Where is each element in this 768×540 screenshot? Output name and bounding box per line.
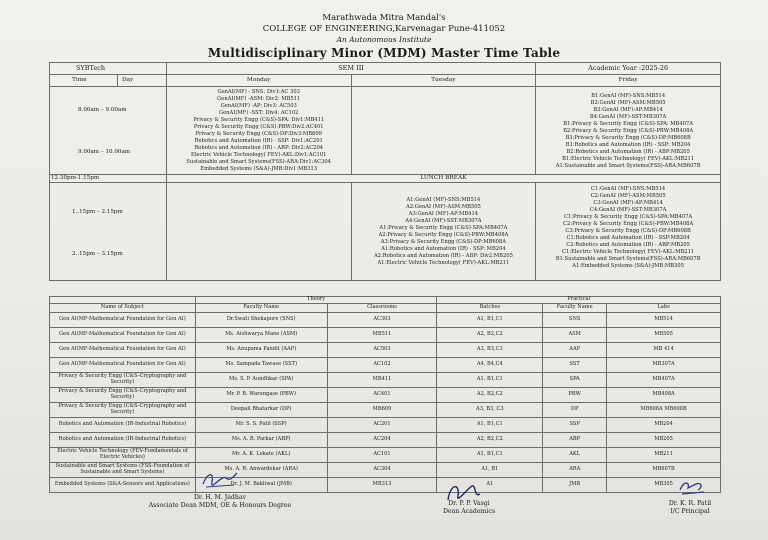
- signatory-3: [640, 500, 740, 516]
- signatory-role: Associate Dean MDM, OE & Honours Degree: [148, 502, 292, 509]
- schedule-entry: GenAI(MF) - SNS: Div1:AC 303: [217, 89, 300, 95]
- signatory-name: Dr. P. P. Vasgi: [448, 500, 490, 507]
- monday-afternoon-cell: [166, 183, 351, 281]
- signatory-1: [120, 494, 320, 510]
- header-classroom: Classrooms: [327, 304, 437, 313]
- schedule-entry: A1:GenAI (MF)-SNS:MB514: [406, 197, 481, 203]
- faculty-name: Mr. A. K. Lokate (AKL): [195, 448, 327, 463]
- schedule-entry: B2:GenAI (MF)-ASM:MB505: [590, 100, 666, 106]
- batches: A1, B1,C1: [437, 418, 543, 433]
- header-faculty: Faculty Name: [195, 304, 327, 313]
- header-batches: Batches: [437, 304, 543, 313]
- lab: MB 414: [607, 343, 721, 358]
- schedule-entry: B3:GenAI (MF)-AP:MB414: [593, 107, 663, 113]
- faculty-name: Mr. S. S. Patil (SSP): [195, 418, 327, 433]
- lab: MB608A MB608B: [607, 403, 721, 418]
- table-row: [50, 403, 721, 418]
- tuesday-morning-cell: [351, 87, 536, 175]
- table-row: [50, 343, 721, 358]
- schedule-entry: A1:Sustainable and Smart Systems(FSS)-ARA:MB607B: [555, 163, 701, 169]
- practical-faculty: PBW: [543, 388, 607, 403]
- subject-name: Robotics and Automation (IR-Industrial Robotics): [50, 433, 196, 448]
- friday-afternoon-cell: [536, 183, 721, 281]
- subject-name: Privacy & Security Engg (C&S-Cryptography and Security): [50, 373, 196, 388]
- schedule-entry: A2:Privacy & Security Engg (C&S)-PBW:MB408A: [378, 232, 509, 238]
- header-practical-faculty: Faculty Name: [543, 304, 607, 313]
- day-tuesday: Tuesday: [351, 75, 536, 87]
- slot-time: 9.00am – 10.00am: [78, 149, 131, 155]
- schedule-entry: Robotics and Automation (IR) - ABP: Div2:AC204: [194, 145, 324, 151]
- subject-name: Gen AI(MF-Mathematical Foundation for Gen AI): [50, 313, 196, 328]
- practical-faculty: JMB: [543, 478, 607, 493]
- faculty-name: Ms. A. B. Parkar (ABP): [195, 433, 327, 448]
- subject-name: Privacy & Security Engg (C&S-Cryptography and Security): [50, 388, 196, 403]
- semester: SEM III: [166, 63, 535, 75]
- batches: A1, B1,C1: [437, 313, 543, 328]
- practical-faculty: AAP: [543, 343, 607, 358]
- table-row: [50, 463, 721, 478]
- page-title: Multidisciplinary Minor (MDM) Master Time Table: [207, 46, 561, 60]
- slot-morning: [50, 87, 167, 175]
- slot-afternoon: [50, 183, 167, 281]
- classroom: AC101: [327, 448, 437, 463]
- faculty-name: Deepali Bhatarkar (DP): [195, 403, 327, 418]
- subject-name: Gen AI(MF-Mathematical Foundation for Gen AI): [50, 358, 196, 373]
- friday-morning-cell: [536, 87, 721, 175]
- table-row: [50, 478, 721, 493]
- schedule-entry: A2:GenAI (MF)-ASM:MB505: [405, 204, 481, 210]
- classroom: AC102: [327, 358, 437, 373]
- schedule-entry: Robotics and Automation (IR) - SSP: Div1:AC201: [194, 138, 323, 144]
- lab: MB205: [607, 433, 721, 448]
- batches: A1, B1: [437, 463, 543, 478]
- slot-time: 12.30pm-1.15pm: [50, 175, 167, 183]
- subject-name: Robotics and Automation (IR-Industrial Robotics): [50, 418, 196, 433]
- slot-time: 1..15pm – 2.15pm: [72, 209, 123, 215]
- classroom: AC401: [327, 388, 437, 403]
- schedule-entry: B1:GenAI (MF)-SNS:MB514: [591, 93, 666, 99]
- lab: MB407A: [607, 373, 721, 388]
- schedule-entry: C3:GenAI (MF)-AP:MB414: [593, 200, 663, 206]
- schedule-entry: B1:Privacy & Security Engg (C&S)-SPA: MB407A: [563, 121, 694, 127]
- lab: MB204: [607, 418, 721, 433]
- schedule-entry: GenAI(MF) -AP: Div3: AC503: [220, 103, 297, 109]
- signatory-role: Dean Academics: [443, 508, 495, 515]
- classroom: AC201: [327, 418, 437, 433]
- table-row: [50, 388, 721, 403]
- classroom: AC503: [327, 343, 437, 358]
- schedule-entry: A3:GenAI (MF)-AP:MB414: [408, 211, 479, 217]
- signature-jadhav: [200, 468, 240, 492]
- header-labs: Labs: [607, 304, 721, 313]
- col-day: Day: [117, 75, 166, 87]
- schedule-entry: A3:Privacy & Security Engg (C&S)-DP:MB608A: [380, 239, 507, 245]
- practical-faculty: SST: [543, 358, 607, 373]
- table-row: [50, 433, 721, 448]
- batches: A1, B1,C1: [437, 373, 543, 388]
- faculty-name: Ms. A. R. Anwardekar (ARA): [195, 463, 327, 478]
- practical-faculty: DP: [543, 403, 607, 418]
- college-name: COLLEGE OF ENGINEERING,Karvenagar Pune-411052: [262, 24, 506, 34]
- schedule-entry: C3:Privacy & Security Engg (C&S)-DP:MB608B: [565, 228, 691, 234]
- subject-name: Embedded Systems (S&A-Sensors and Applications): [50, 478, 196, 493]
- practical-faculty: AKL: [543, 448, 607, 463]
- schedule-entry: C2:GenAI (MF)-ASM:MB505: [590, 193, 666, 199]
- batches: A2, B2,C2: [437, 328, 543, 343]
- faculty-name: Ms. Sampada Tawase (SST): [195, 358, 327, 373]
- classroom: AC303: [327, 313, 437, 328]
- subject-name: Electric Vehicle Technology (FEV-Fundamentals of Electric Vehicles): [50, 448, 196, 463]
- schedule-entry: B4:GenAI (MF)-SST:MB307A: [589, 114, 667, 120]
- schedule-entry: Electric Vehicle Technology( FEV)-AKL:Div1:AC101: [190, 152, 327, 158]
- schedule-entry: A1:Privacy & Security Engg (C&S)-SPA:MB407A: [379, 225, 508, 231]
- schedule-entry: A2:Robotics and Automation (IR) - ABP: Div2:MB205: [373, 253, 513, 259]
- batches: A2, B2,C2: [437, 433, 543, 448]
- table-row: [50, 373, 721, 388]
- faculty-name: Ms. S. P. Aundhkar (SPA): [195, 373, 327, 388]
- schedule-entry: A1:Embedded Systems (S&A)-JMB:MB305: [572, 263, 685, 269]
- lab: MB211: [607, 448, 721, 463]
- faculty-name: Ms. Aishwarya Mane (ASM): [195, 328, 327, 343]
- table-row: [50, 358, 721, 373]
- lunch-break: LUNCH BREAK: [166, 175, 720, 183]
- lab: MB307A: [607, 358, 721, 373]
- org-name: Marathwada Mitra Mandal's: [322, 13, 446, 23]
- institute-status: An Autonomous Institute: [336, 35, 432, 44]
- schedule-entry: C1:Robotics and Automation (IR) - SSP:MB204: [566, 235, 690, 241]
- faculty-name: Dr.Swati Shekapure (SNS): [195, 313, 327, 328]
- slot-time: 8.00am – 9.00am: [78, 107, 127, 113]
- table-row: [50, 313, 721, 328]
- class-name: SYBTech: [50, 63, 167, 75]
- classroom: MB609: [327, 403, 437, 418]
- table-row: [50, 418, 721, 433]
- classroom: MB511: [327, 328, 437, 343]
- schedule-entry: Sustainable and Smart Systems(FSS)-ARA:Div1:AC304: [186, 159, 331, 165]
- lab: MB305: [607, 478, 721, 493]
- subject-name: Privacy & Security Engg (C&S-Cryptography and Security): [50, 403, 196, 418]
- schedule-entry: C4:GenAI (MF)-SST:MB307A: [589, 207, 667, 213]
- batches: A1, B1,C1: [437, 448, 543, 463]
- batches: A4, B4,C4: [437, 358, 543, 373]
- signatory-name: Dr. H. M. Jadhav: [193, 494, 247, 501]
- tuesday-afternoon-cell: [351, 183, 536, 281]
- signatory-name: Dr. K. R. Patil: [668, 500, 712, 507]
- schedule-entry: Privacy & Security Engg (C&S)-DP:Div3:MB609: [195, 131, 322, 137]
- schedule-entry: B2:Robotics and Automation (IR) - ABP:MB205: [566, 149, 690, 155]
- classroom: MB411: [327, 373, 437, 388]
- academic-year: Academic Year :2025-26: [536, 63, 721, 75]
- classroom: AC304: [327, 463, 437, 478]
- signature-patil: [676, 476, 708, 498]
- schedule-entry: Embedded Systems (S&A)-JMB:Div1:MB313: [200, 166, 318, 172]
- theory-heading: Theory: [195, 297, 437, 304]
- practical-faculty: SPA: [543, 373, 607, 388]
- subject-name: Gen AI(MF-Mathematical Foundation for Gen AI): [50, 328, 196, 343]
- signatory-role: I/C Principal: [670, 508, 710, 515]
- schedule-entry: B2:Privacy & Security Engg (C&S)-PBW:MB408A: [563, 128, 694, 134]
- col-time: Time: [50, 75, 118, 87]
- schedule-entry: GenAI(MF) -SST: Div4: AC102: [218, 110, 299, 116]
- schedule-entry: B1:Electric Vehicle Technology( FEV)-AKL:MB211: [562, 156, 695, 162]
- schedule-entry: A1:Robotics and Automation (IR) - SSP: MB204: [381, 246, 506, 252]
- subject-faculty-table: [49, 296, 721, 493]
- practical-faculty: ASM: [543, 328, 607, 343]
- classroom: MB313: [327, 478, 437, 493]
- batches: A2, B2,C2: [437, 388, 543, 403]
- schedule-entry: B1:Sustainable and Smart Systems(FSS)-ARA:MB607B: [555, 256, 701, 262]
- batches: A1: [437, 478, 543, 493]
- master-timetable: [49, 62, 721, 281]
- classroom: AC204: [327, 433, 437, 448]
- table-row: [50, 448, 721, 463]
- schedule-entry: A1:Electric Vehicle Technology( FEV)-AKL:MB211: [377, 260, 510, 266]
- slot-time: 2..15pm – 3.15pm: [72, 251, 123, 257]
- schedule-entry: C1:Electric Vehicle Technology( FEV)-AKL:MB211: [562, 249, 695, 255]
- practical-faculty: ABP: [543, 433, 607, 448]
- schedule-entry: C2:Robotics and Automation (IR) - ABP:MB205: [566, 242, 690, 248]
- lab: MB607B: [607, 463, 721, 478]
- schedule-entry: C2:Privacy & Security Engg (C&S)-PBW:MB408A: [563, 221, 694, 227]
- practical-faculty: SSP: [543, 418, 607, 433]
- schedule-entry: C1:GenAI (MF)-SNS:MB514: [591, 186, 666, 192]
- faculty-name: Dr. J. M. Bakliwal (JMB): [195, 478, 327, 493]
- practical-faculty: ARA: [543, 463, 607, 478]
- schedule-entry: B1:Robotics and Automation (IR) - SSP: MB204: [565, 142, 691, 148]
- lab: MB505: [607, 328, 721, 343]
- schedule-entry: GenAI(MF) -ASM: Div2: MB511: [217, 96, 301, 102]
- day-monday: Monday: [166, 75, 351, 87]
- schedule-entry: A4:GenAI (MF)-SST:MB307A: [405, 218, 482, 224]
- subject-name: Sustainable and Smart Systems (FSS-Foundation of Sustainable and Smart Systems): [50, 463, 196, 478]
- header-subject: Name of Subject: [50, 304, 196, 313]
- subject-name: Gen AI(MF-Mathematical Foundation for Gen AI): [50, 343, 196, 358]
- schedule-entry: C1:Privacy & Security Engg (C&S)-SPA:MB407A: [563, 214, 693, 220]
- faculty-name: Mr. P. B. Warungase (PBW): [195, 388, 327, 403]
- faculty-name: Ms. Anupama Pandit (AAP): [195, 343, 327, 358]
- lab: MB514: [607, 313, 721, 328]
- schedule-entry: Privacy & Security Engg (C&S)-PBW:Div2:AC401: [193, 124, 324, 130]
- batches: A3, B3, C3: [437, 403, 543, 418]
- table-row: [50, 328, 721, 343]
- day-friday: Friday: [536, 75, 721, 87]
- lab: MB408A: [607, 388, 721, 403]
- monday-morning-cell: [166, 87, 351, 175]
- schedule-entry: B3:Privacy & Security Engg (C&S)-DP:MB608B: [565, 135, 691, 141]
- signatory-2: [404, 500, 534, 516]
- practical-heading: Practical: [437, 297, 721, 304]
- batches: A3, B3,C3: [437, 343, 543, 358]
- practical-faculty: SNS: [543, 313, 607, 328]
- subject-header-row: [50, 304, 721, 313]
- schedule-entry: Privacy & Security Engg (C&S)-SPA: Div1:MB411: [193, 117, 325, 123]
